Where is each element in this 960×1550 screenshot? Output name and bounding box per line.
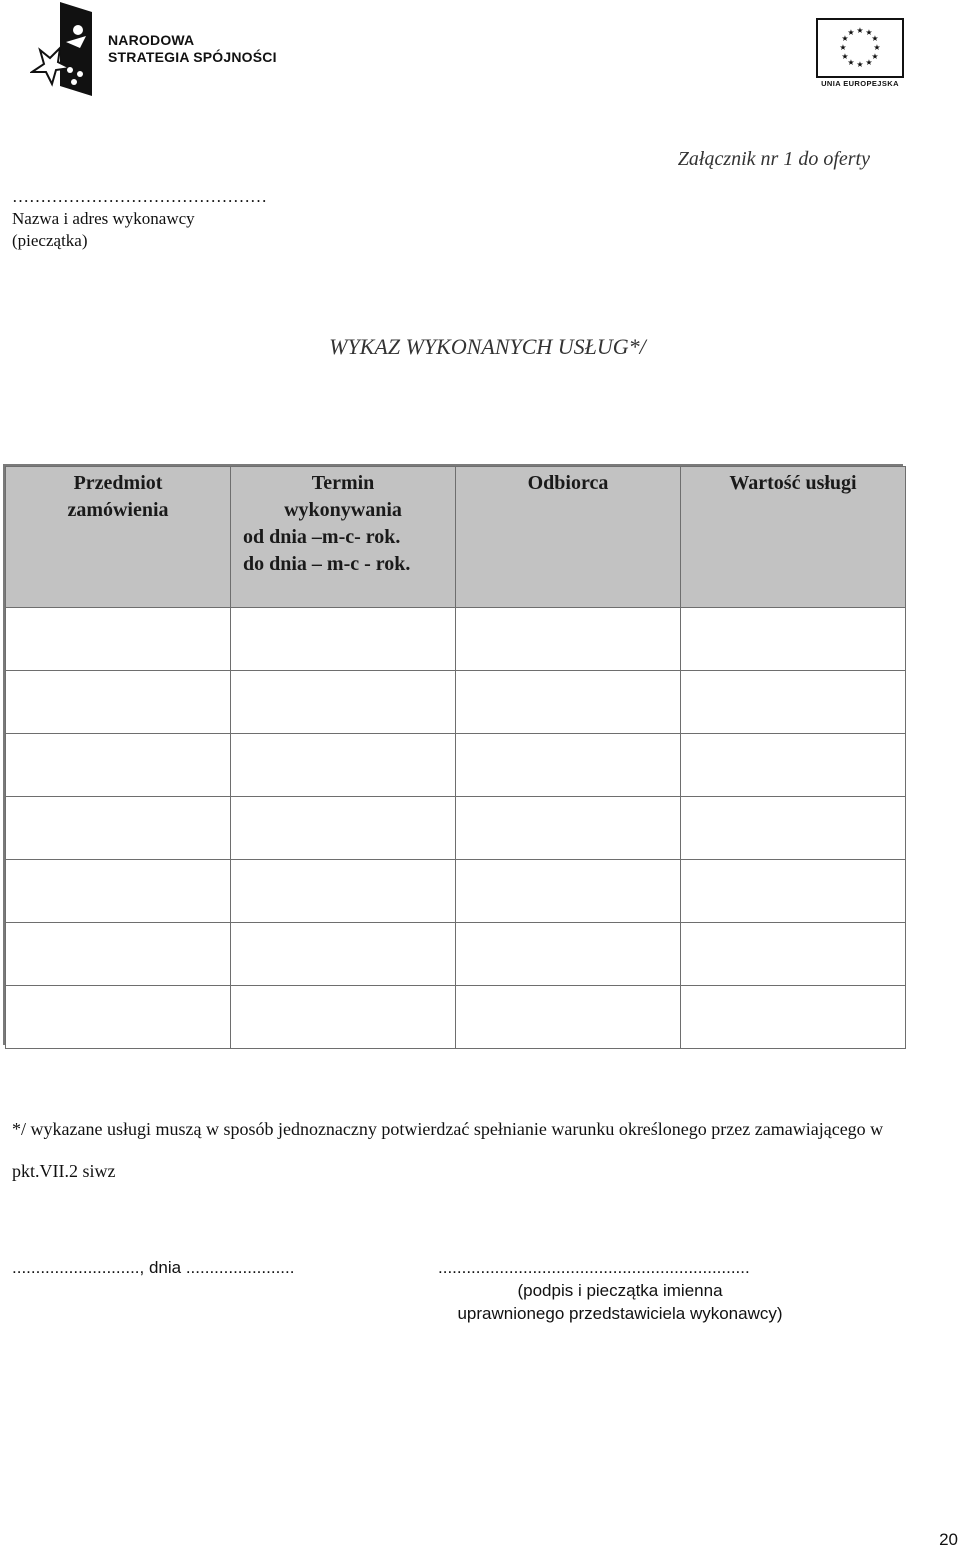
table-cell[interactable] — [681, 608, 906, 671]
document-title: WYKAZ WYKONANYCH USŁUG*/ — [329, 334, 646, 359]
table-cell[interactable] — [231, 923, 456, 986]
svg-text:★: ★ — [871, 34, 879, 43]
table-row — [6, 734, 906, 797]
table-cell[interactable] — [681, 923, 906, 986]
svg-text:★: ★ — [871, 52, 879, 61]
svg-text:★: ★ — [856, 26, 864, 35]
svg-text:★: ★ — [865, 58, 873, 67]
table-cell[interactable] — [456, 923, 681, 986]
svg-text:★: ★ — [847, 58, 855, 67]
table-cell[interactable] — [681, 860, 906, 923]
contractor-name-label: Nazwa i adres wykonawcy — [12, 209, 195, 228]
header-recipient: Odbiorca — [456, 467, 681, 608]
contractor-stamp-label: (pieczątka) — [12, 231, 88, 250]
table-cell[interactable] — [6, 734, 231, 797]
table-row — [6, 923, 906, 986]
table-row — [6, 671, 906, 734]
svg-text:★: ★ — [847, 28, 855, 37]
svg-text:★: ★ — [865, 28, 873, 37]
eu-flag-logo — [816, 18, 904, 78]
table-row — [6, 608, 906, 671]
table-cell[interactable] — [6, 860, 231, 923]
table-cell[interactable] — [456, 986, 681, 1049]
table-cell[interactable] — [456, 860, 681, 923]
table-row — [6, 797, 906, 860]
eu-stars-icon — [816, 18, 904, 78]
table-cell[interactable] — [456, 608, 681, 671]
eu-logo-text: UNIA EUROPEJSKA — [821, 79, 899, 88]
page-number: 20 — [939, 1530, 958, 1549]
table-row — [6, 860, 906, 923]
header-value: Wartość usługi — [681, 467, 906, 608]
services-table — [5, 466, 906, 1049]
table-header-row — [6, 467, 906, 608]
svg-text:★: ★ — [841, 34, 849, 43]
contractor-dots: ……………………………………… — [12, 187, 267, 206]
table-cell[interactable] — [231, 860, 456, 923]
table-body — [6, 608, 906, 1049]
table-cell[interactable] — [231, 734, 456, 797]
header-term: Termin wykonywania od dnia –m-c- rok. do dnia – m-c - rok. — [231, 467, 456, 608]
table-cell[interactable] — [6, 923, 231, 986]
table-cell[interactable] — [6, 608, 231, 671]
table-cell[interactable] — [681, 671, 906, 734]
header-subject: Przedmiot zamówienia — [6, 467, 231, 608]
table-cell[interactable] — [231, 986, 456, 1049]
table-cell[interactable] — [231, 608, 456, 671]
nss-logo-line1: NARODOWA — [108, 32, 195, 48]
table-cell[interactable] — [456, 734, 681, 797]
table-row — [6, 986, 906, 1049]
table-cell[interactable] — [456, 671, 681, 734]
table-cell[interactable] — [6, 671, 231, 734]
place-date-line: ..........................., dnia ....................... — [12, 1258, 295, 1277]
table-cell[interactable] — [681, 734, 906, 797]
table-cell[interactable] — [681, 797, 906, 860]
svg-text:★: ★ — [839, 43, 847, 52]
table-cell[interactable] — [231, 671, 456, 734]
table-cell[interactable] — [6, 986, 231, 1049]
svg-text:★: ★ — [873, 43, 881, 52]
table-cell[interactable] — [456, 797, 681, 860]
nss-logo-text — [108, 32, 277, 66]
table-cell[interactable] — [681, 986, 906, 1049]
svg-text:★: ★ — [841, 52, 849, 61]
svg-text:★: ★ — [856, 60, 864, 69]
nss-logo-line2: STRATEGIA SPÓJNOŚCI — [108, 49, 277, 65]
signature-caption-line1: (podpis i pieczątka imienna — [517, 1281, 723, 1300]
footnote: */ wykazane usługi muszą w sposób jednoznaczny potwierdzać spełnianie warunku określonego przez zamawiającego w pkt.VII.2 siwz — [12, 1119, 884, 1181]
services-table-frame — [3, 464, 903, 1045]
table-cell[interactable] — [6, 797, 231, 860]
signature-caption-line2: uprawnionego przedstawiciela wykonawcy) — [457, 1304, 783, 1323]
signature-dots: .................................................................. — [438, 1258, 750, 1277]
nss-emblem-icon — [30, 2, 110, 98]
table-cell[interactable] — [231, 797, 456, 860]
contractor-stamp-block — [12, 186, 267, 252]
annex-label: Załącznik nr 1 do oferty — [677, 148, 870, 170]
